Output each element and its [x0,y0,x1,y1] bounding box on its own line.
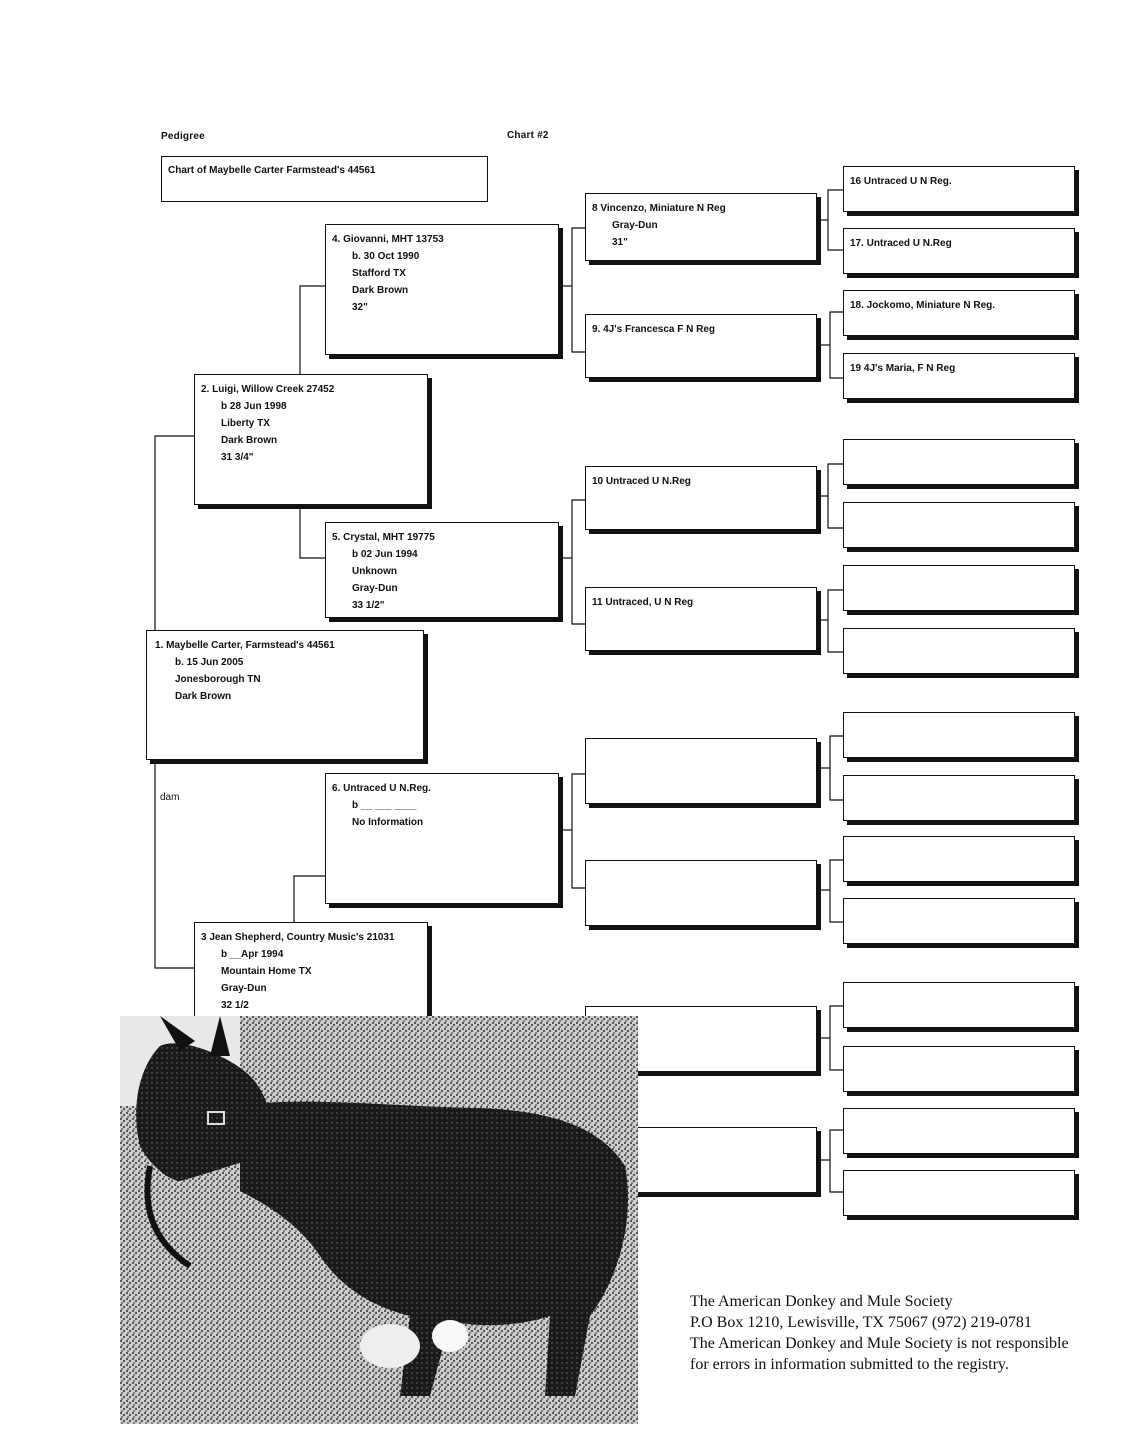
horse-30-box [843,1108,1075,1154]
horse-6-birth: b __ ___ ____ [352,800,417,811]
horse-4-color: Dark Brown [352,285,409,296]
horse-12-box [585,738,817,804]
horse-8-height: 31" [612,237,628,248]
horse-23-box [843,628,1075,674]
horse-13-box [585,860,817,926]
horse-10-box [585,466,817,530]
horse-16-box [843,166,1075,212]
horse-3-name: 3 Jean Shepherd, Country Music's 21031 [201,932,395,943]
chart-subject: Maybelle Carter Farmstead's 44561 [209,165,376,176]
horse-5-color: Gray-Dun [352,583,398,594]
horse-24-box [843,712,1075,758]
horse-17-name: 17. Untraced U N.Reg [850,238,952,249]
horse-28-box [843,982,1075,1028]
horse-4-name: 4. Giovanni, MHT 13753 [332,234,444,245]
horse-2-color: Dark Brown [221,435,278,446]
horse-2-height: 31 3/4" [221,452,254,463]
horse-4-box [325,224,559,355]
chart-of-label: Chart of [168,165,207,176]
horse-19-name: 19 4J's Maria, F N Reg [850,363,956,374]
horse-3-height: 32 1/2 [221,1000,249,1011]
pedigree-heading: Pedigree [161,131,205,142]
horse-5-birth: b 02 Jun 1994 [352,549,418,560]
horse-1-name: 1. Maybelle Carter, Farmstead's 44561 [155,640,335,651]
horse-18-box [843,290,1075,336]
horse-2-place: Liberty TX [221,418,270,429]
horse-4-height: 32" [352,302,368,313]
horse-5-box [325,522,559,618]
horse-25-box [843,775,1075,821]
horse-11-name: 11 Untraced, U N Reg [592,597,694,608]
horse-2-box [194,374,428,505]
horse-3-place: Mountain Home TX [221,966,312,977]
dam-label: dam [160,792,180,803]
horse-6-info: No Information [352,817,424,828]
horse-3-box [194,922,428,1018]
horse-1-color: Dark Brown [175,691,232,702]
horse-27-box [843,898,1075,944]
footer-address: P.O Box 1210, Lewisville, TX 75067 (972) 219-0781 [690,1314,1032,1331]
horse-1-birth: b. 15 Jun 2005 [175,657,244,668]
horse-4-place: Stafford TX [352,268,406,279]
footer-org: The American Donkey and Mule Society [690,1293,953,1310]
horse-5-name: 5. Crystal, MHT 19775 [332,532,435,543]
horse-26-box [843,836,1075,882]
horse-9-box [585,314,817,378]
horse-1-place: Jonesborough TN [175,674,261,685]
horse-11-box [585,587,817,651]
chart-number: Chart #2 [507,130,549,141]
donkey-photo [120,1016,638,1424]
horse-3-birth: b __Apr 1994 [221,949,284,960]
horse-3-color: Gray-Dun [221,983,267,994]
horse-31-box [843,1170,1075,1216]
horse-1-box [146,630,424,760]
horse-8-name: 8 Vincenzo, Miniature N Reg [592,203,726,214]
horse-22-box [843,565,1075,611]
horse-5-height: 33 1/2" [352,600,385,611]
registry-footer [690,1291,1069,1375]
horse-10-name: 10 Untraced U N.Reg [592,476,691,487]
chart-title-box [161,156,488,202]
horse-16-name: 16 Untraced U N Reg. [850,176,952,187]
horse-18-name: 18. Jockomo, Miniature N Reg. [850,300,996,311]
horse-19-box [843,353,1075,399]
horse-29-box [843,1046,1075,1092]
horse-6-box [325,773,559,904]
horse-17-box [843,228,1075,274]
horse-8-box [585,193,817,261]
horse-4-birth: b. 30 Oct 1990 [352,251,420,262]
horse-20-box [843,439,1075,485]
horse-8-color: Gray-Dun [612,220,658,231]
horse-5-place: Unknown [352,566,397,577]
horse-2-birth: b 28 Jun 1998 [221,401,287,412]
horse-6-name: 6. Untraced U N.Reg. [332,783,431,794]
horse-9-name: 9. 4J's Francesca F N Reg [592,324,715,335]
footer-disclaimer-2: for errors in information submitted to the registry. [690,1356,1009,1373]
footer-disclaimer-1: The American Donkey and Mule Society is not responsible [690,1335,1069,1352]
horse-2-name: 2. Luigi, Willow Creek 27452 [201,384,335,395]
horse-21-box [843,502,1075,548]
